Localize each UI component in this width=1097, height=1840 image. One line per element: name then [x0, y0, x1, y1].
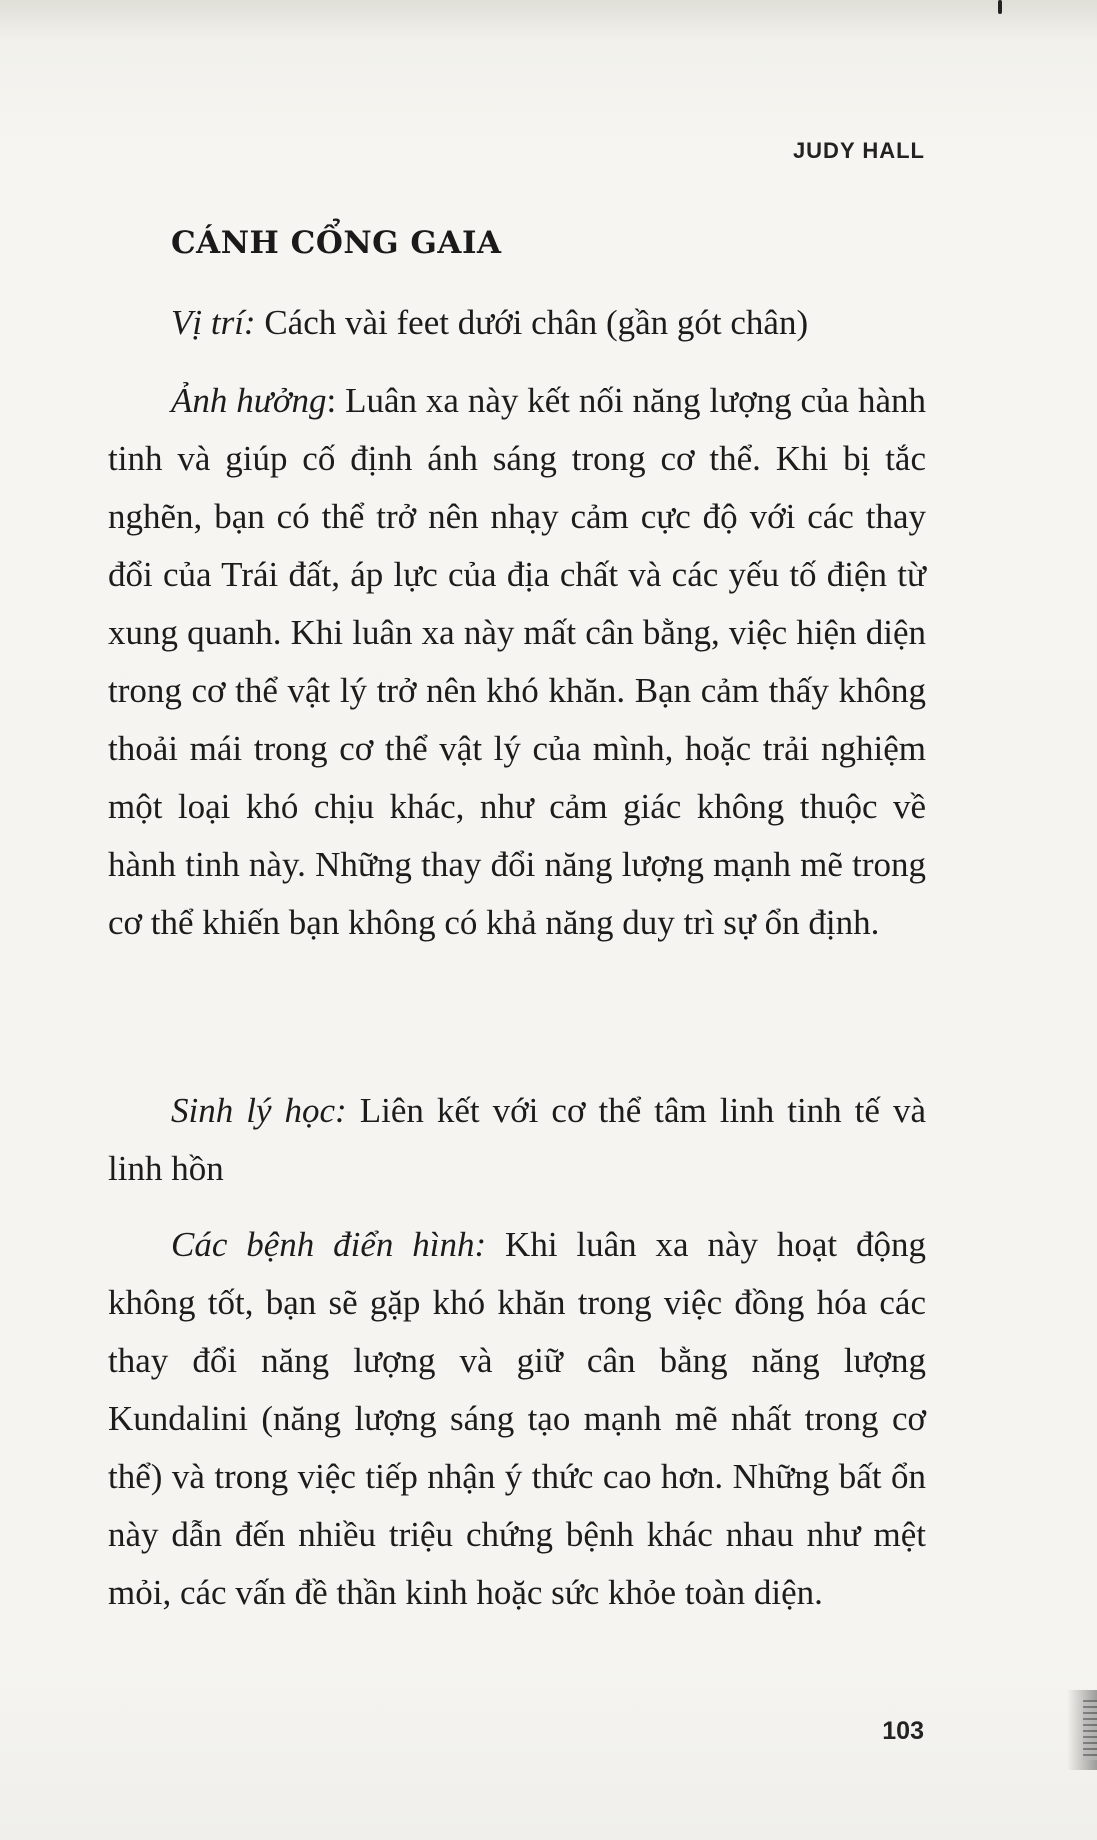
physiology-paragraph — [108, 1082, 926, 1198]
influence-text: : Luân xa này kết nối năng lượng của hành tinh và giúp cố định ánh sáng trong cơ thể. Khi bị tắc nghẽn, bạn có thể trở nên nhạy cảm cực độ với các thay đổi của Trái đất, áp lực của địa chất và các yếu tố điện từ xung quanh. Khi luân xa này mất cân bằng, việc hiện diện trong cơ thể vật lý trở nên khó khăn. Bạn cảm thấy không thoải mái trong cơ thể vật lý của mình, hoặc trải nghiệm một loại khó chịu khác, như cảm giác không thuộc về hành tinh này. Những thay đổi năng lượng mạnh mẽ trong cơ thể khiến bạn không có khả năng duy trì sự ổn định. — [108, 381, 926, 942]
physiology-label: Sinh lý học: — [171, 1091, 347, 1130]
diseases-text: Khi luân xa này hoạt động không tốt, bạn sẽ gặp khó khăn trong việc đồng hóa các thay đổi năng lượng và giữ cân bằng năng lượng Kundalini (năng lượng sáng tạo mạnh mẽ nhất trong cơ thể) và trong việc tiếp nhận ý thức cao hơn. Những bất ổn này dẫn đến nhiều triệu chứng bệnh khác nhau như mệt mỏi, các vấn đề thần kinh hoặc sức khỏe toàn diện. — [108, 1225, 926, 1612]
diseases-label: Các bệnh điển hình: — [171, 1225, 487, 1264]
location-text: Cách vài feet dưới chân (gần gót chân) — [255, 303, 809, 342]
physiology-text: Liên kết với cơ thể tâm linh tinh tế và linh hồn — [108, 1091, 926, 1188]
running-head: JUDY HALL — [792, 138, 925, 163]
page-edge-stack — [1083, 1700, 1097, 1760]
influence-label: Ảnh hưởng — [171, 381, 327, 420]
location-paragraph — [108, 294, 926, 352]
influence-paragraph — [108, 372, 926, 952]
section-title: CÁNH CỔNG GAIA — [171, 225, 502, 261]
page-top-shadow — [0, 0, 1097, 40]
page-speck — [998, 0, 1002, 14]
diseases-paragraph — [108, 1216, 926, 1622]
location-label: Vị trí: — [171, 303, 256, 342]
page-number: 103 — [882, 1717, 924, 1745]
